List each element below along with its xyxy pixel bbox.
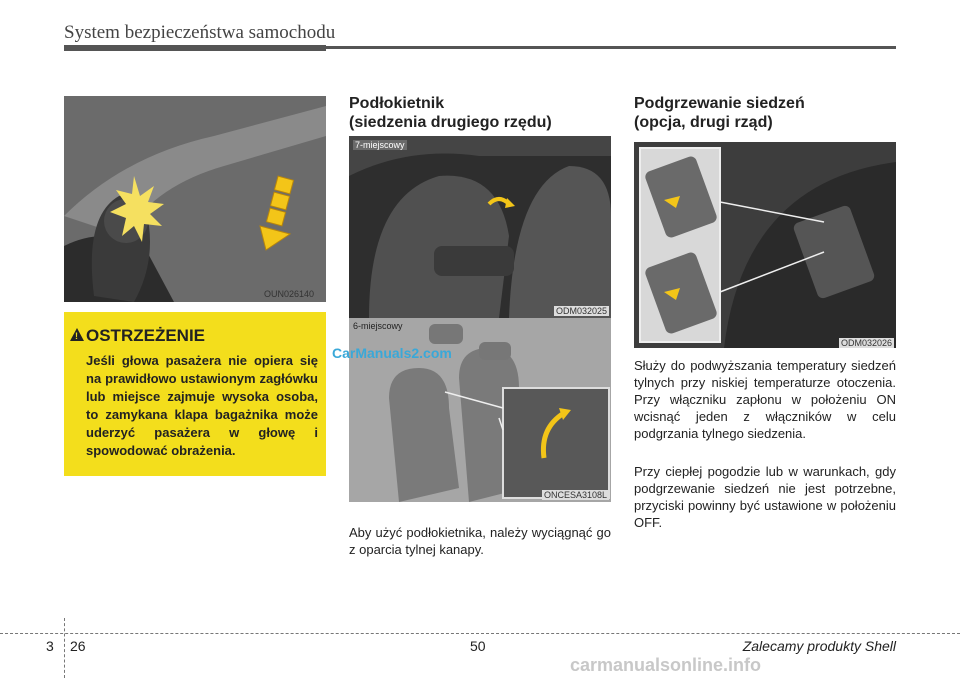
armrest-heading-line1: Podłokietnik: [349, 95, 445, 112]
footer-rule: [0, 633, 960, 634]
page-number: 26: [70, 638, 86, 654]
head-impact-illustration-icon: [64, 96, 326, 302]
heating-paragraph-2: Przy ciepłej pogodzie lub w warunkach, gdy podgrzewanie siedzeń nie jest potrzebne, przyciski powinny być ustawione w położeniu OFF.: [634, 464, 896, 530]
footer-slogan: Zalecamy produkty Shell: [742, 638, 896, 654]
watermark-top: CarManuals2.com: [332, 345, 452, 361]
heating-heading-line2: (opcja, drugi rząd): [634, 114, 773, 131]
heating-paragraph-1: Służy do podwyższania temperatury siedzeń tylnych przy niskiej temperaturze otoczenia. Przy włączniku zapłonu w położeniu ON wcisnąć jeden z włączników w celu podgrzania tylnego siedzenia.: [634, 358, 896, 441]
seat-variant-label: 7-miejscowy: [355, 140, 405, 150]
figure-code: ONCESA3108L: [543, 490, 607, 500]
rear-seat-armrest-photo-icon: [349, 136, 611, 318]
chapter-number: 3: [46, 638, 54, 654]
heating-heading-line1: Podgrzewanie siedzeń: [634, 95, 805, 112]
warning-text: Jeśli głowa pasażera nie opiera się na prawidłowo ustawionym zagłówku lub miejsce zajmuje wysoka osoba, to zamykana klapa bagażnika może uderzyć pasażera w głowę i spowodować obrażenia.: [86, 353, 318, 458]
figure-code: OUN026140: [264, 289, 315, 299]
header-rule-accent: [64, 45, 326, 51]
warning-triangle-icon: !: [70, 328, 84, 341]
heater-figure: [634, 142, 896, 348]
page-header-title: System bezpieczeństwa samochodu: [64, 22, 336, 43]
figure-code: ODM032025: [555, 306, 607, 316]
headrest-figure: [64, 96, 326, 302]
footer-divider: [64, 618, 65, 678]
warning-box: [64, 312, 326, 476]
armrest-top-figure: [349, 136, 611, 318]
center-page-number: 50: [470, 638, 486, 654]
armrest-heading-line2: (siedzenia drugiego rzędu): [349, 114, 552, 131]
warning-title: OSTRZEŻENIE: [86, 326, 206, 345]
seat-heater-switch-photo-icon: [634, 142, 896, 348]
figure-code: ODM032026: [840, 338, 892, 348]
watermark-bottom: carmanualsonline.info: [570, 655, 762, 675]
seat-variant-label: 6-miejscowy: [353, 321, 403, 331]
armrest-text: Aby użyć podłokietnika, należy wyciągnąć go z oparcia tylnej kanapy.: [349, 525, 611, 557]
